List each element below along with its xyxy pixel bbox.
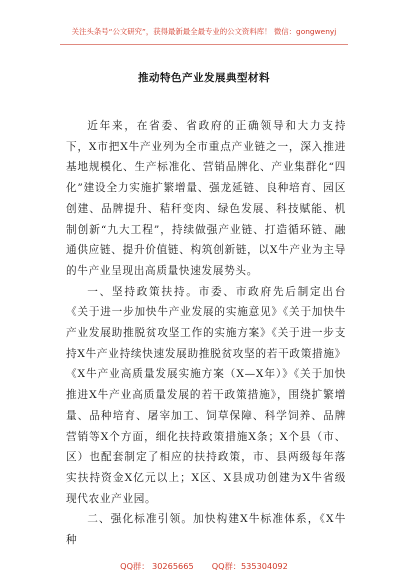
paragraph-policy-support: 一、坚持政策扶持。市委、市政府先后制定出台《关于进一步加快牛产业发展的实施意见》《关于加快牛产业发展助推脱贫攻坚工作的实施方案》《关于进一步支持X牛产业持续快速发展助推脱贫攻坚的若干政策措施》《X牛产业高质量发展实施方案（X—X年）》《关于加快推进X牛产业高质量发展的若干政策措施》，围绕扩繁增量、品种培育、屠宰加工、饲草保障、科学饲养、品牌营销等X个方面，细化扶持政策措施X条；X个县（市、区）也配套制定了相应的扶持政策，市、县两级每年落实扶持资金X亿元以上；X区、X县成功创建为X牛省级现代农业产业园。 <box>66 285 346 505</box>
header-divider <box>60 44 348 45</box>
footer-qq-group-2: QQ群：535304092 <box>211 561 288 571</box>
footer-contact <box>0 561 408 572</box>
footer-qq-group-1: QQ群： 30265665 <box>120 561 194 571</box>
paragraph-intro: 近年来，在省委、省政府的正确领导和大力支持下，X市把X牛产业列为全市重点产业链之一，深入推进基地规模化、生产标准化、营销品牌化、产业集群化“四化”建设全力实施扩繁增量、强龙延链、良种培育、园区创建、品牌提升、秸秆变肉、绿色发展、科技赋能、机制创新“九大工程”，持续做强产业链、打造循环链、融通供应链、提升价值链、构筑创新链，以X牛产业为主导的牛产业呈现出高质量快速发展势头。 <box>66 120 346 277</box>
paragraph-standard-guidance: 二、强化标准引领。加快构建X牛标准体系，《X牛种 <box>66 513 346 547</box>
document-title: 推动特色产业发展典型材料 <box>138 72 270 84</box>
document-body <box>66 116 346 551</box>
header-banner: 关注头条号“公文研究”，获得最新最全最专业的公文资料库！ 微信：gongwenyj <box>71 27 337 36</box>
